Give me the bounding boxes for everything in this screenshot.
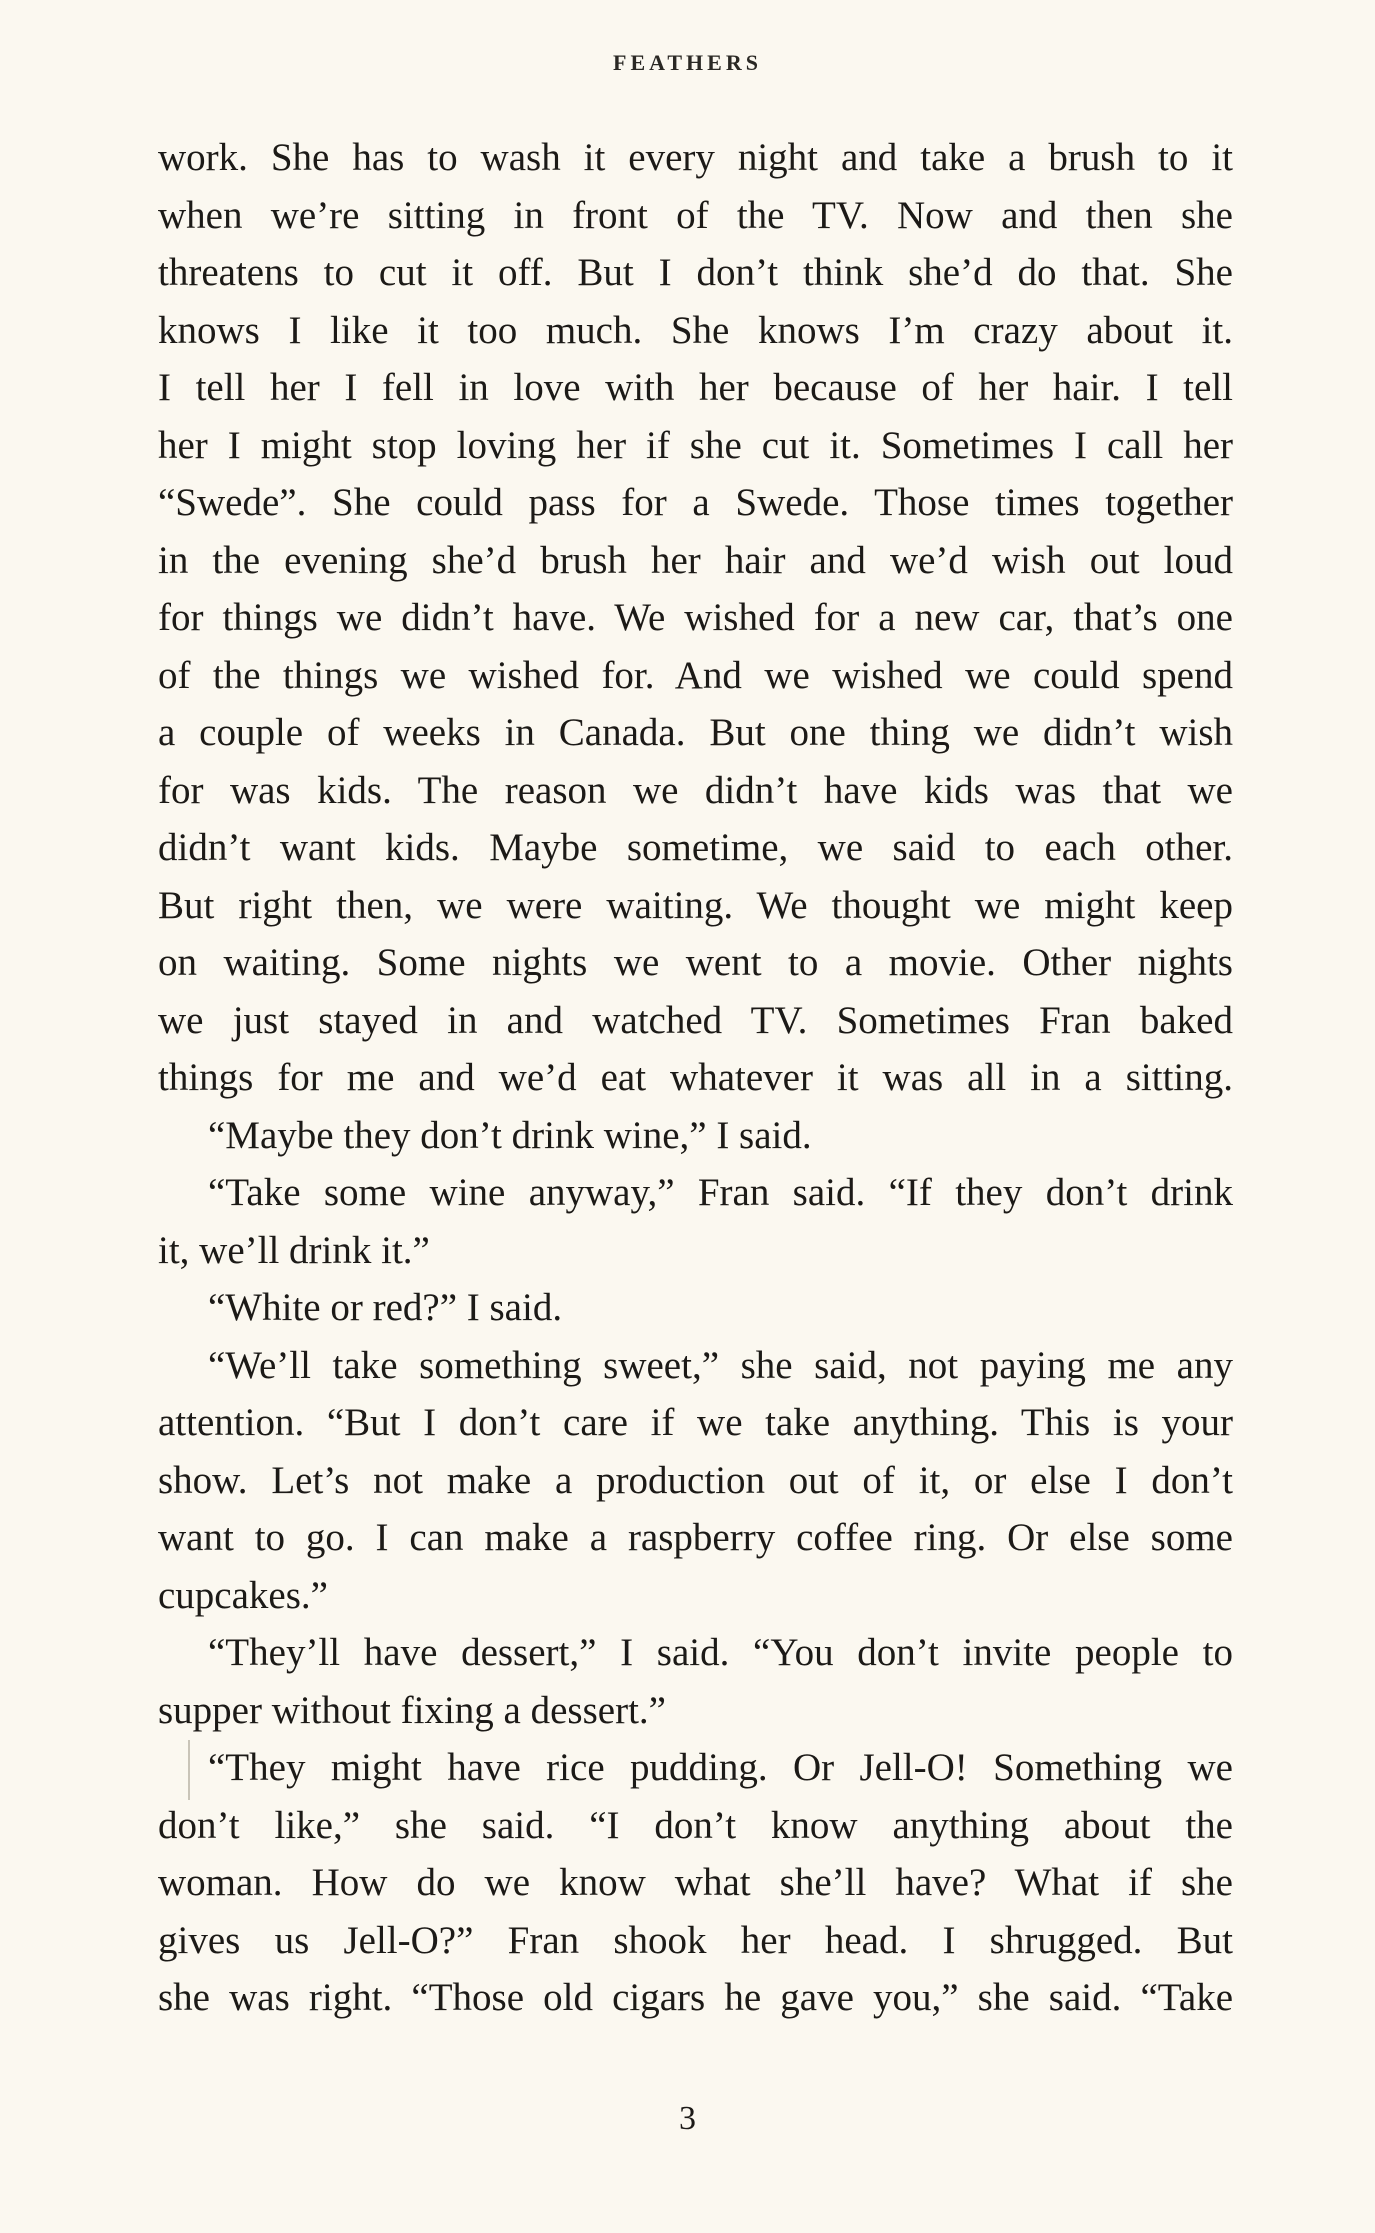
text-line: knows I like it too much. She knows I’m crazy about it. [158,308,1233,352]
text-line: But right then, we were waiting. We thought we might keep [158,883,1233,927]
text-line: “Maybe they don’t drink wine,” I said. [208,1113,812,1157]
text-line: threatens to cut it off. But I don’t think she’d do that. She [158,251,1233,294]
text-line: gives us Jell-O?” Fran shook her head. I shrugged. But [158,1918,1233,1962]
text-line: attention. “But I don’t care if we take anything. This is your [158,1401,1233,1444]
text-line: didn’t want kids. Maybe sometime, we said to each other. [158,826,1233,869]
text-line: “We’ll take something sweet,” she said, not paying me any [208,1343,1233,1387]
running-head: FEATHERS [613,50,762,75]
text-line: “Take some wine anyway,” Fran said. “If they don’t drink [208,1171,1233,1214]
text-line: I tell her I fell in love with her because of her hair. I tell [158,366,1233,409]
text-line: “White or red?” I said. [208,1286,563,1329]
text-line: she was right. “Those old cigars he gave you,” she said. “Take [158,1976,1233,2019]
text-line: work. She has to wash it every night and take a brush to it [158,136,1233,179]
text-line: in the evening she’d brush her hair and we’d wish out loud [158,538,1233,582]
body-text [158,129,1233,2027]
text-line: don’t like,” she said. “I don’t know anything about the [158,1803,1233,1847]
text-line: of the things we wished for. And we wished we could spend [158,653,1233,697]
text-line: “They’ll have dessert,” I said. “You don’t invite people to [208,1631,1233,1674]
text-line: for was kids. The reason we didn’t have kids was that we [158,768,1233,812]
text-line: “They might have rice pudding. Or Jell-O! Something we [208,1746,1233,1789]
text-line: her I might stop loving her if she cut it. Sometimes I call her [158,423,1233,467]
page-number: 3 [679,2100,696,2137]
text-line: supper without fixing a dessert.” [158,1688,666,1732]
text-line: we just stayed in and watched TV. Sometimes Fran baked [158,998,1233,1042]
text-line: a couple of weeks in Canada. But one thing we didn’t wish [158,711,1233,754]
text-line: it, we’ll drink it.” [158,1228,430,1272]
text-line: on waiting. Some nights we went to a movie. Other nights [158,941,1233,984]
text-line: for things we didn’t have. We wished for a new car, that’s one [158,596,1233,639]
text-line: “Swede”. She could pass for a Swede. Those times together [158,481,1233,524]
text-line: when we’re sitting in front of the TV. Now and then she [158,193,1233,237]
text-line: want to go. I can make a raspberry coffee ring. Or else some [158,1516,1233,1559]
text-line: woman. How do we know what she’ll have? What if she [158,1861,1233,1904]
text-line: show. Let’s not make a production out of it, or else I don’t [158,1458,1233,1502]
text-line: things for me and we’d eat whatever it was all in a sitting. [158,1056,1233,1099]
text-line: cupcakes.” [158,1573,328,1617]
